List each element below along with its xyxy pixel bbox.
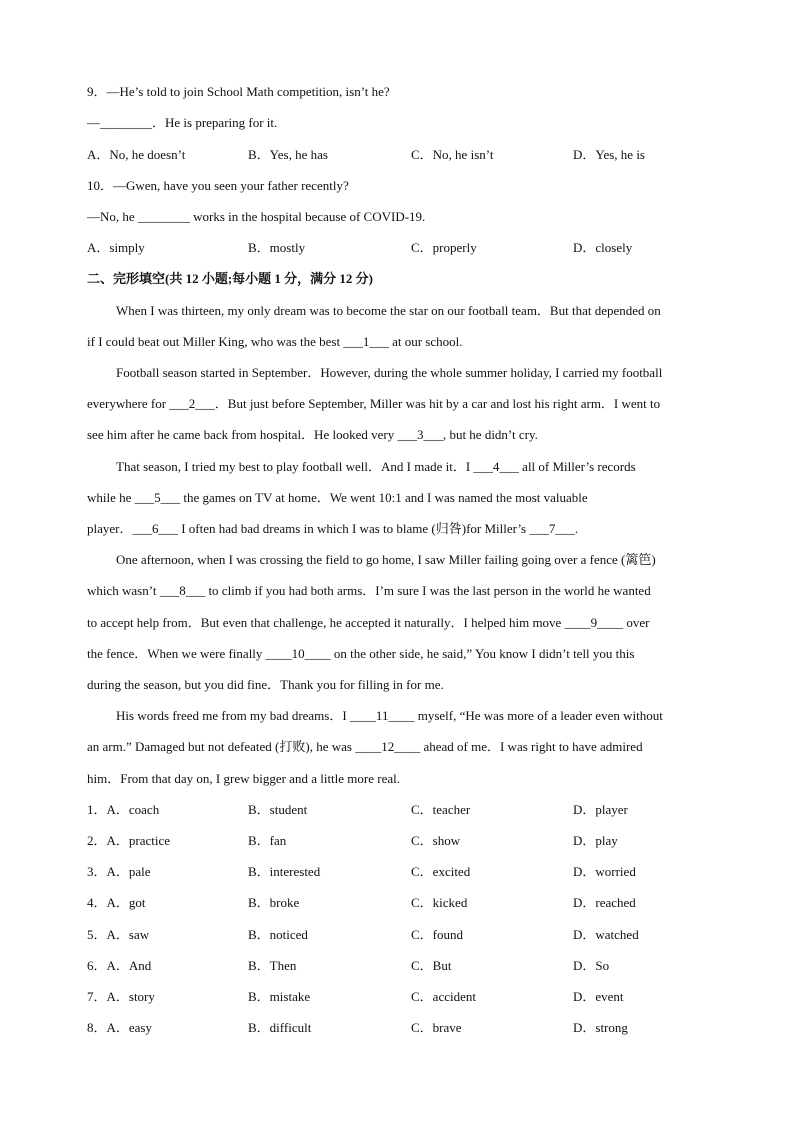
question-9-option-c: C．No, he isn’t <box>411 147 494 162</box>
cloze-option-c: C．accident <box>411 989 476 1004</box>
question-10-option-a: A．simply <box>87 240 145 255</box>
passage-line: to accept help from．But even that challenge, he accepted it naturally．I helped him move ____9____ over <box>87 615 650 630</box>
cloze-option-b: B．difficult <box>248 1020 312 1035</box>
cloze-question-6 <box>87 958 727 974</box>
question-10-options <box>87 240 727 256</box>
passage-line: His words freed me from my bad dreams．I ____11____ myself, “He was more of a leader even without <box>116 708 663 723</box>
cloze-option-d: D．worried <box>573 864 636 879</box>
question-10-option-d: D．closely <box>573 240 633 255</box>
cloze-option-b: B．broke <box>248 895 300 910</box>
question-9-option-a: A．No, he doesn’t <box>87 147 186 162</box>
passage-line: see him after he came back from hospital．He looked very ___3___, but he didn’t cry. <box>87 427 538 442</box>
cloze-option-c: C．teacher <box>411 802 471 817</box>
cloze-option-a: 3．A．pale <box>87 864 151 879</box>
cloze-option-b: B．Then <box>248 958 297 973</box>
cloze-option-d: D．watched <box>573 927 639 942</box>
cloze-option-d: D．player <box>573 802 628 817</box>
cloze-option-c: C．brave <box>411 1020 462 1035</box>
passage-line: That season, I tried my best to play football well．And I made it．I ___4___ all of Miller’s records <box>116 459 636 474</box>
cloze-option-a: 1．A．coach <box>87 802 160 817</box>
cloze-option-a: 7．A．story <box>87 989 155 1004</box>
question-10-option-b: B．mostly <box>248 240 306 255</box>
cloze-question-2 <box>87 833 727 849</box>
section-heading-cloze: 二、完形填空(共 12 小题;每小题 1 分，满分 12 分) <box>87 271 373 286</box>
passage-line: while he ___5___ the games on TV at home．We went 10:1 and I was named the most valuable <box>87 490 588 505</box>
passage-line: When I was thirteen, my only dream was to become the star on our football team．But that depended on <box>116 303 661 318</box>
question-10-stem: 10．—Gwen, have you seen your father recently? <box>87 178 349 193</box>
passage-line: the fence．When we were finally ____10____ on the other side, he said,” You know I didn’t tell you this <box>87 646 635 661</box>
cloze-option-a: 5．A．saw <box>87 927 150 942</box>
question-9-option-b: B．Yes, he has <box>248 147 328 162</box>
cloze-option-b: B．interested <box>248 864 321 879</box>
cloze-question-1 <box>87 802 727 818</box>
question-9-answer-line: —________．He is preparing for it. <box>87 115 278 130</box>
passage-line: during the season, but you did fine．Thank you for filling in for me. <box>87 677 444 692</box>
cloze-option-a: 6．A．And <box>87 958 152 973</box>
cloze-option-d: D．So <box>573 958 610 973</box>
cloze-option-a: 2．A．practice <box>87 833 171 848</box>
cloze-option-d: D．play <box>573 833 618 848</box>
passage-line: Football season started in September．However, during the whole summer holiday, I carried my football <box>116 365 663 380</box>
cloze-option-c: C．kicked <box>411 895 468 910</box>
cloze-option-c: C．show <box>411 833 461 848</box>
cloze-option-c: C．But <box>411 958 452 973</box>
cloze-question-4 <box>87 895 727 911</box>
cloze-question-5 <box>87 927 727 943</box>
cloze-option-c: C．found <box>411 927 464 942</box>
passage-line: player．___6___ I often had bad dreams in which I was to blame (归咎)for Miller’s ___7___. <box>87 521 579 536</box>
cloze-question-8 <box>87 1020 727 1036</box>
cloze-option-b: B．mistake <box>248 989 311 1004</box>
question-9-stem: 9．—He’s told to join School Math competition, isn’t he? <box>87 84 390 99</box>
cloze-option-d: D．reached <box>573 895 636 910</box>
passage-line: everywhere for ___2___．But just before September, Miller was hit by a car and lost his right arm．I went to <box>87 396 661 411</box>
cloze-option-b: B．fan <box>248 833 287 848</box>
question-9-option-d: D．Yes, he is <box>573 147 645 162</box>
question-9-options <box>87 147 727 163</box>
cloze-option-d: D．strong <box>573 1020 628 1035</box>
question-10-option-c: C．properly <box>411 240 477 255</box>
question-10-answer-line: —No, he ________ works in the hospital because of COVID-19. <box>87 209 426 224</box>
cloze-question-3 <box>87 864 727 880</box>
cloze-option-a: 4．A．got <box>87 895 146 910</box>
passage-line: One afternoon, when I was crossing the field to go home, I saw Miller failing going over a fence (篱笆) <box>116 552 656 567</box>
cloze-question-7 <box>87 989 727 1005</box>
cloze-option-c: C．excited <box>411 864 471 879</box>
passage-line: him．From that day on, I grew bigger and a little more real. <box>87 771 400 786</box>
cloze-option-b: B．noticed <box>248 927 308 942</box>
passage-line: an arm.” Damaged but not defeated (打败), he was ____12____ ahead of me．I was right to have admired <box>87 739 643 754</box>
cloze-option-b: B．student <box>248 802 308 817</box>
passage-line: if I could beat out Miller King, who was the best ___1___ at our school. <box>87 334 463 349</box>
passage-line: which wasn’t ___8___ to climb if you had both arms．I’m sure I was the last person in the world he wanted <box>87 583 651 598</box>
cloze-option-a: 8．A．easy <box>87 1020 152 1035</box>
cloze-option-d: D．event <box>573 989 624 1004</box>
